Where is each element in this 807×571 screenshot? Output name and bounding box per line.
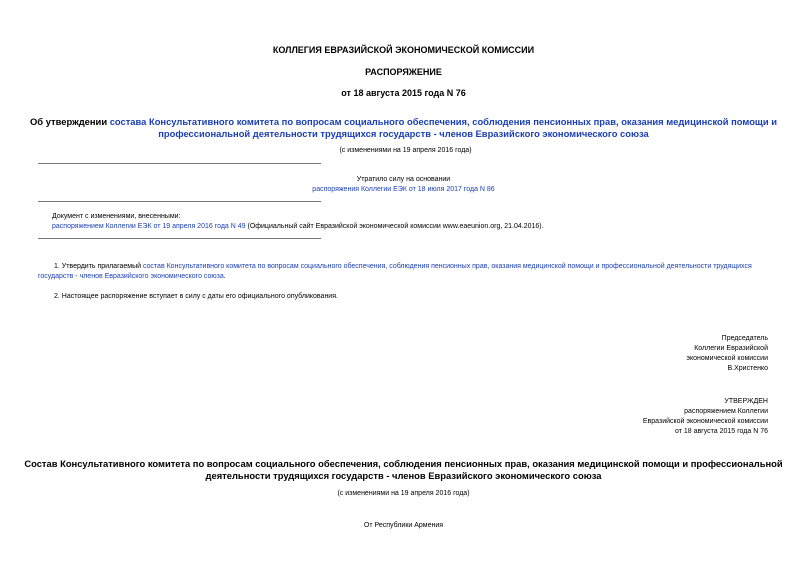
title-link-part-1[interactable]: состава Консультативного комитета по вопросам социального обеспечения, соблюдения пенсионных прав, оказания медицинской помощи и xyxy=(109,116,777,127)
lapsed-line-1: Утратило силу на основании xyxy=(356,176,451,183)
divider-1 xyxy=(38,163,321,164)
document-title xyxy=(0,116,807,140)
approval-line-3: Евразийской экономической комиссии xyxy=(642,418,768,425)
lapsed-link[interactable]: распоряжения Коллегии ЕЭК от 18 июля 2017 года N 86 xyxy=(312,186,495,193)
signature-line-2: Коллегии Евразийской xyxy=(694,345,768,352)
changes-line-1: Документ с изменениями, внесенными: xyxy=(52,213,181,220)
approval-line-2: распоряжением Коллегии xyxy=(684,408,768,415)
composition-title-line-2: деятельности трудящихся государств - членов Евразийского экономического союза xyxy=(205,470,602,481)
doc-date-heading: от 18 августа 2015 года N 76 xyxy=(341,88,466,98)
paragraph-1-link-b[interactable]: государств - членов Евразийского экономического союза xyxy=(38,273,224,280)
signature-line-4: В.Христенко xyxy=(727,365,768,372)
org-heading: КОЛЛЕГИЯ ЕВРАЗИЙСКОЙ ЭКОНОМИЧЕСКОЙ КОМИССИИ xyxy=(272,45,535,55)
composition-amendment-note: (с изменениями на 19 апреля 2016 года) xyxy=(337,490,470,497)
signature-block xyxy=(400,334,768,374)
approval-line-1: УТВЕРЖДЕН xyxy=(724,398,768,405)
divider-3 xyxy=(38,238,321,239)
paragraph-1-line-2 xyxy=(38,272,778,282)
signature-line-1: Председатель xyxy=(721,335,768,342)
changes-line-2 xyxy=(52,222,772,232)
paragraph-1-line-1 xyxy=(38,262,778,272)
changes-rest: (Официальный сайт Евразийской экономической комиссии www.eaeunion.org, 21.04.2016). xyxy=(245,223,544,230)
title-line-1 xyxy=(0,116,807,128)
approval-block xyxy=(400,397,768,437)
changes-link[interactable]: распоряжением Коллегии ЕЭК от 19 апреля 2016 года N 49 xyxy=(52,223,246,230)
paragraph-1 xyxy=(38,262,778,282)
signature-line-3: экономической комиссии xyxy=(686,355,768,362)
doc-type-heading: РАСПОРЯЖЕНИЕ xyxy=(365,67,442,77)
amendment-note: (с изменениями на 19 апреля 2016 года) xyxy=(339,147,472,154)
divider-2 xyxy=(38,201,321,202)
composition-title-line-1: Состав Консультативного комитета по вопросам социального обеспечения, соблюдения пенсионных прав, оказания медицинской помощи и профессиональной xyxy=(24,458,783,469)
paragraph-2: 2. Настоящее распоряжение вступает в силу с даты его официального опубликования. xyxy=(54,293,338,300)
title-link-part-2[interactable]: профессиональной деятельности трудящихся государств - членов Евразийского экономического союза xyxy=(158,128,649,139)
approval-line-4: от 18 августа 2015 года N 76 xyxy=(674,428,768,435)
composition-title xyxy=(0,458,807,482)
paragraph-1-link-a[interactable]: состав Консультативного комитета по вопросам социального обеспечения, соблюдения пенсионных прав, оказания медицинской помощи и профессиональной деятельности трудящихся xyxy=(142,263,752,270)
paragraph-1-suffix: . xyxy=(223,273,226,280)
changes-box xyxy=(52,212,772,232)
title-prefix: Об утверждении xyxy=(30,116,110,127)
lapsed-notice xyxy=(0,175,807,195)
composition-from-line: От Республики Армения xyxy=(363,522,444,529)
paragraph-1-prefix: 1. Утвердить прилагаемый xyxy=(54,263,143,270)
